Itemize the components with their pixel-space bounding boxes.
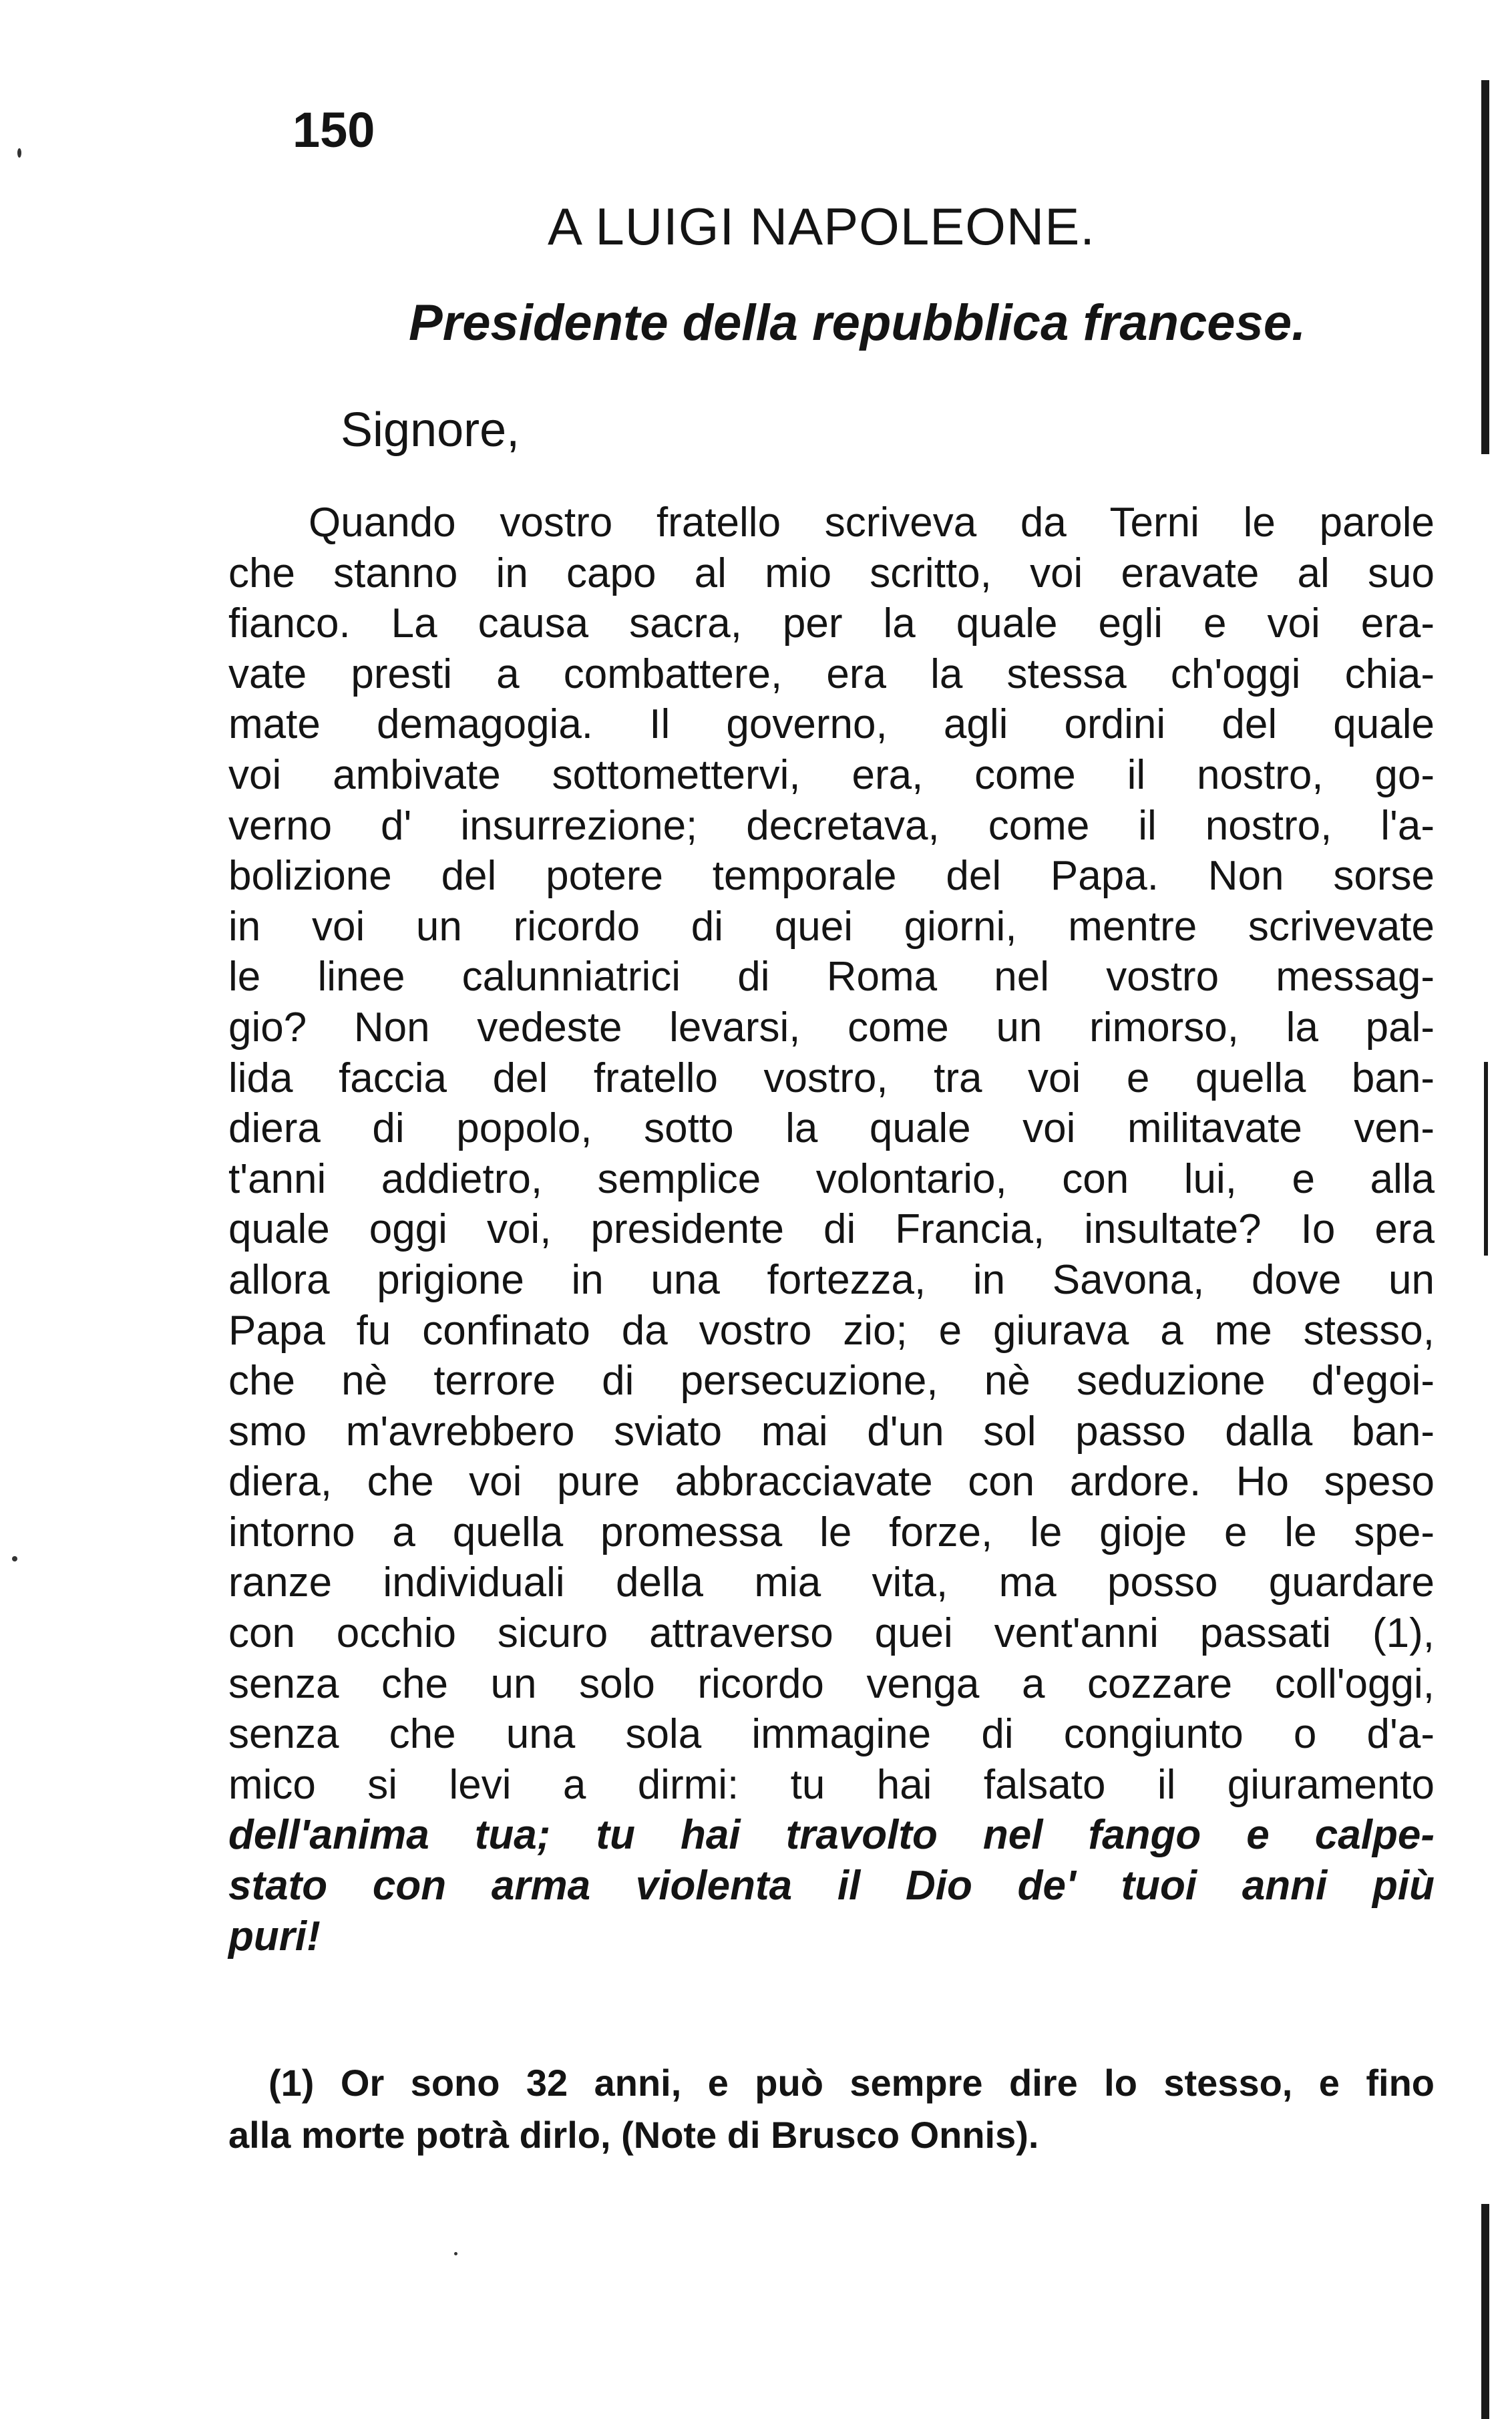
body-line: gio? Non vedeste levarsi, come un rimorso, la pal-: [228, 1004, 1435, 1051]
scan-speck: [17, 148, 21, 158]
body-line: senza che un solo ricordo venga a cozzare coll'oggi,: [228, 1660, 1435, 1707]
body-line: quale oggi voi, presidente di Francia, insultate? Io era: [228, 1206, 1435, 1253]
scan-edge-shadow: [1481, 2204, 1489, 2419]
scan-speck: [454, 2252, 457, 2255]
body-line: con occhio sicuro attraverso quei vent'anni passati (1),: [228, 1610, 1435, 1657]
body-line-italic: puri!: [228, 1913, 321, 1960]
body-line: intorno a quella promessa le forze, le gioje e le spe-: [228, 1509, 1435, 1555]
body-line-italic: stato con arma violenta il Dio de' tuoi anni più: [228, 1863, 1435, 1909]
body-line: mico si levi a dirmi: tu hai falsato il giuramento: [228, 1761, 1435, 1808]
body-line: Papa fu confinato da vostro zio; e giurava a me stesso,: [228, 1307, 1435, 1354]
body-line: senza che una sola immagine di congiunto o d'a-: [228, 1711, 1435, 1758]
letter-subtitle: Presidente della repubblica francese.: [409, 295, 1306, 351]
body-line: lida faccia del fratello vostro, tra voi e quella ban-: [228, 1055, 1435, 1101]
body-line: verno d' insurrezione; decretava, come il nostro, l'a-: [228, 802, 1435, 849]
body-line: vate presti a combattere, era la stessa ch'oggi chia-: [228, 650, 1435, 697]
body-line: fianco. La causa sacra, per la quale egli e voi era-: [228, 600, 1435, 647]
footnote-line: (1) Or sono 32 anni, e può sempre dire lo stesso, e fino: [268, 2062, 1435, 2104]
body-line: mate demagogia. Il governo, agli ordini del quale: [228, 701, 1435, 748]
body-line: che stanno in capo al mio scritto, voi eravate al suo: [228, 550, 1435, 596]
body-line: allora prigione in una fortezza, in Savona, dove un: [228, 1256, 1435, 1303]
body-line: t'anni addietro, semplice volontario, con lui, e alla: [228, 1155, 1435, 1202]
scan-edge-shadow: [1481, 80, 1489, 454]
body-line: che nè terrore di persecuzione, nè seduzione d'egoi-: [228, 1358, 1435, 1405]
letter-body: [228, 498, 1435, 1962]
body-line: in voi un ricordo di quei giorni, mentre scrivevate: [228, 903, 1435, 950]
letter-title: A LUIGI NAPOLEONE.: [548, 197, 1095, 256]
body-line: ranze individuali della mia vita, ma posso guardare: [228, 1559, 1435, 1606]
body-line-italic: dell'anima tua; tu hai travolto nel fango e calpe-: [228, 1812, 1435, 1859]
body-line: smo m'avrebbero sviato mai d'un sol passo dalla ban-: [228, 1408, 1435, 1455]
scan-speck: [12, 1556, 17, 1561]
body-line: diera, che voi pure abbracciavate con ardore. Ho speso: [228, 1459, 1435, 1505]
page-number: 150: [293, 102, 375, 158]
body-line: bolizione del potere temporale del Papa. Non sorse: [228, 853, 1435, 900]
body-line: diera di popolo, sotto la quale voi militavate ven-: [228, 1105, 1435, 1152]
footnote: [228, 2057, 1435, 2161]
salutation: Signore,: [341, 403, 520, 457]
body-line: voi ambivate sottomettervi, era, come il nostro, go-: [228, 751, 1435, 798]
body-line: le linee calunniatrici di Roma nel vostro messag-: [228, 954, 1435, 1000]
body-line: Quando vostro fratello scriveva da Terni le parole: [309, 500, 1435, 546]
scan-edge-shadow: [1484, 1062, 1488, 1256]
footnote-line: alla morte potrà dirlo, (Note di Brusco Onnis).: [228, 2114, 1039, 2156]
